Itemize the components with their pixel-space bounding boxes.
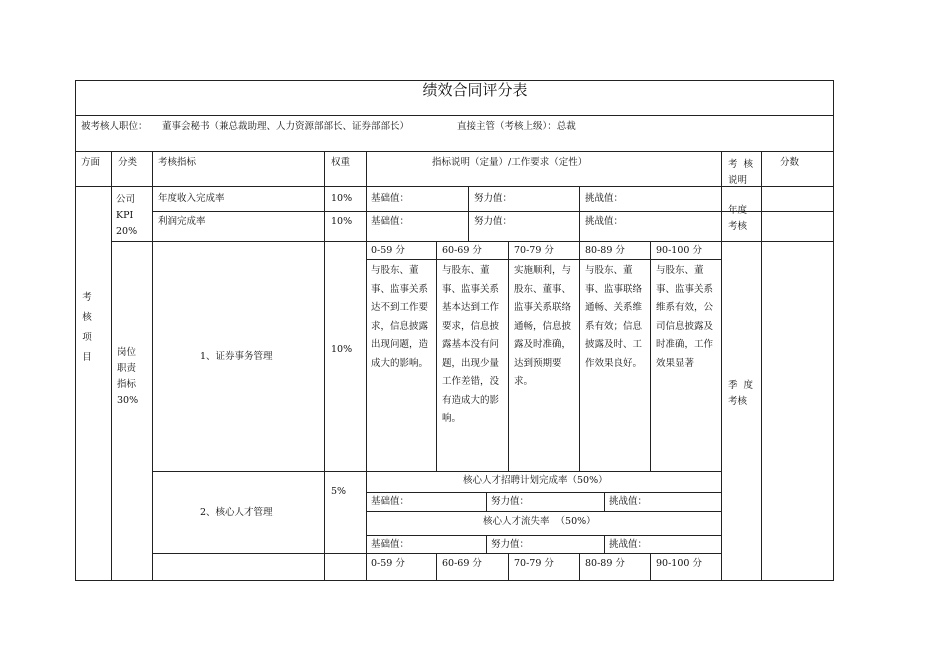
rule bbox=[366, 259, 721, 260]
level-header: 90-100 分 bbox=[656, 558, 702, 569]
rule bbox=[75, 80, 76, 581]
rule bbox=[604, 535, 605, 553]
item2-challenge: 挑战值： bbox=[609, 539, 648, 550]
rule bbox=[366, 151, 367, 581]
header-aspect: 方面 bbox=[81, 157, 101, 168]
level-header: 70-79 分 bbox=[514, 245, 554, 256]
rule bbox=[436, 553, 437, 581]
rule bbox=[721, 151, 722, 581]
rule bbox=[366, 535, 721, 536]
level-description: 与股东、董事、监事关系基本达到工作要求，信息披露基本没有问题，出现少量工作差错，没有造成大的影响。 bbox=[442, 265, 500, 424]
item2-challenge: 挑战值： bbox=[609, 496, 648, 507]
item2-effort: 努力值： bbox=[491, 496, 530, 507]
item2-sub1: 核心人才招聘计划完成率（50%） bbox=[463, 475, 608, 486]
row2-challenge: 挑战值： bbox=[585, 216, 624, 227]
rule bbox=[650, 553, 651, 581]
item2-base: 基础值： bbox=[371, 496, 410, 507]
rule bbox=[508, 241, 509, 471]
level-header: 60-69 分 bbox=[442, 245, 482, 256]
rule bbox=[152, 151, 153, 581]
rule bbox=[75, 115, 834, 116]
level-header: 70-79 分 bbox=[514, 558, 554, 569]
level-description: 与股东、董事、监事关系达不到工作要求，信息披露出现问题，造成大的影响。 bbox=[371, 265, 429, 369]
rule bbox=[468, 186, 469, 241]
item2-indicator: 2、核心人才管理 bbox=[200, 507, 273, 518]
row1-weight: 10% bbox=[331, 193, 353, 204]
level-header: 60-69 分 bbox=[442, 558, 482, 569]
rule bbox=[366, 511, 721, 512]
item2-base: 基础值： bbox=[371, 539, 410, 550]
rule bbox=[486, 535, 487, 553]
rule bbox=[761, 151, 762, 581]
level-header: 0-59 分 bbox=[371, 245, 405, 256]
aspect-label: 考 核 项 目 bbox=[82, 292, 92, 363]
row1-challenge: 挑战值： bbox=[585, 193, 624, 204]
rule bbox=[579, 186, 580, 241]
item2-sub2: 核心人才流失率 （50%） bbox=[483, 516, 596, 527]
level-header: 90-100 分 bbox=[656, 245, 702, 256]
level-description: 与股东、董事、监事关系维系有效，公司信息披露及时准确，工作效果显著 bbox=[656, 265, 714, 369]
item2-effort: 努力值： bbox=[491, 539, 530, 550]
header-indicator: 考核指标 bbox=[158, 157, 197, 168]
supervisor-text: 直接主管（考核上级）：总裁 bbox=[457, 121, 576, 132]
rule bbox=[486, 492, 487, 511]
rule bbox=[152, 471, 721, 472]
header-weight: 权重 bbox=[331, 157, 351, 168]
level-header: 0-59 分 bbox=[371, 558, 405, 569]
rule bbox=[111, 241, 834, 242]
job-kpi-category: 岗位 职责 指标 30% bbox=[117, 347, 139, 406]
item2-weight: 5% bbox=[331, 486, 347, 497]
row2-base: 基础值： bbox=[371, 216, 410, 227]
row2-weight: 10% bbox=[331, 216, 353, 227]
row1-base: 基础值： bbox=[371, 193, 410, 204]
job-assess-note: 季 度 考核 bbox=[728, 380, 754, 407]
company-kpi-category: 公司 KPI 20% bbox=[116, 194, 138, 237]
position-value: 董事会秘书（兼总裁助理、人力资源部部长、证券部部长） bbox=[162, 121, 410, 132]
rule bbox=[650, 241, 651, 471]
rule bbox=[324, 151, 325, 581]
item1-indicator: 1、证券事务管理 bbox=[200, 351, 273, 362]
rule bbox=[436, 241, 437, 471]
header-score: 分数 bbox=[780, 157, 800, 168]
position-label: 被考核人职位： bbox=[81, 121, 148, 132]
level-header: 80-89 分 bbox=[585, 558, 625, 569]
header-description: 指标说明（定量）/工作要求（定性） bbox=[432, 157, 588, 168]
rule bbox=[833, 80, 834, 581]
rule bbox=[579, 553, 580, 581]
row2-effort: 努力值： bbox=[474, 216, 513, 227]
header-category: 分类 bbox=[118, 157, 138, 168]
rule bbox=[111, 151, 112, 581]
row1-effort: 努力值： bbox=[474, 193, 513, 204]
row1-indicator: 年度收入完成率 bbox=[158, 193, 225, 204]
header-assess-note: 考 核 说明 bbox=[728, 159, 754, 186]
page-title: 绩效合同评分表 bbox=[422, 81, 528, 99]
level-description: 与股东、董事、监事联络通畅、关系维系有效；信息披露及时、工作效果良好。 bbox=[585, 265, 643, 369]
level-header: 80-89 分 bbox=[585, 245, 625, 256]
row2-indicator: 利润完成率 bbox=[158, 216, 206, 227]
rule bbox=[579, 241, 580, 471]
level-description: 实施顺利，与股东、董事、监事关系联络通畅，信息披露及时准确，达到预期要求。 bbox=[514, 265, 572, 387]
rule bbox=[508, 553, 509, 581]
company-assess-note: 年度 考核 bbox=[728, 205, 748, 232]
rule bbox=[366, 492, 721, 493]
item1-weight: 10% bbox=[331, 344, 353, 355]
rule bbox=[604, 492, 605, 511]
